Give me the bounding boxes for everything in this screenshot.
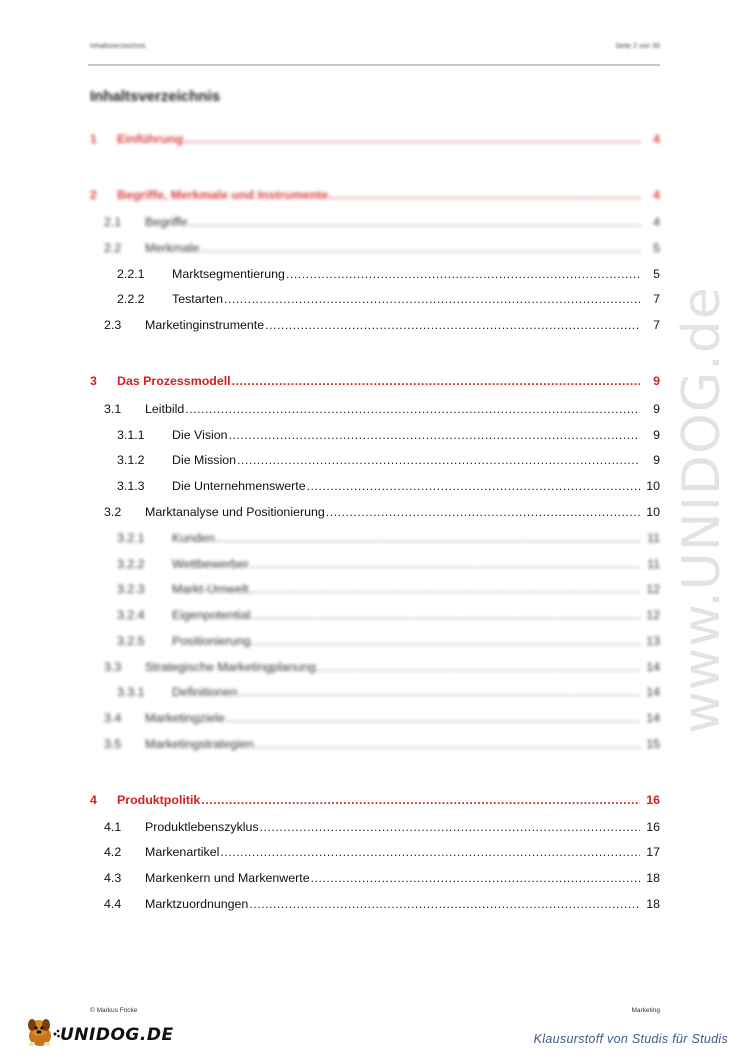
toc-leader-dots: [224, 292, 640, 306]
toc-entry-page: 14: [646, 660, 660, 674]
header-right: Seite 2 von 30: [615, 43, 660, 50]
toc-leader-dots: [252, 608, 640, 622]
toc-entry-number: 4.2: [104, 845, 122, 859]
toc-entry-label: Produktpolitik: [117, 793, 201, 807]
toc-entry-label: Das Prozessmodell: [117, 374, 231, 388]
toc-entry-page: 13: [646, 634, 660, 648]
toc-entry[interactable]: [0, 791, 750, 809]
toc-entry-page: 12: [646, 608, 660, 622]
toc-leader-dots: [232, 374, 640, 388]
toc-entry-label: Wettbewerber: [172, 557, 249, 571]
toc-entry-page: 10: [646, 479, 660, 493]
dog-icon: [22, 1014, 62, 1050]
toc-entry[interactable]: [0, 735, 750, 753]
toc-leader-dots: [326, 505, 640, 519]
toc-leader-dots: [226, 711, 640, 725]
toc-leader-dots: [260, 820, 640, 834]
toc-entry-number: 3.1: [104, 402, 122, 416]
toc-entry[interactable]: [0, 265, 750, 283]
toc-entry[interactable]: [0, 580, 750, 598]
toc-entry[interactable]: [0, 818, 750, 836]
toc-entry-page: 9: [653, 428, 660, 442]
toc-entry-label: Begriffe, Merkmale und Instrumente: [117, 188, 329, 202]
toc-entry[interactable]: [0, 843, 750, 861]
toc-entry-page: 16: [646, 793, 660, 807]
toc-entry[interactable]: [0, 683, 750, 701]
toc-leader-dots: [286, 267, 640, 281]
toc-entry-label: Eigenpotential: [172, 608, 251, 622]
toc-entry-label: Begriffe: [145, 215, 188, 229]
toc-entry[interactable]: [0, 895, 750, 913]
toc-entry-label: Marketingstrategien: [145, 737, 254, 751]
toc-entry[interactable]: [0, 186, 750, 204]
toc-entry[interactable]: [0, 451, 750, 469]
toc-entry-label: Marktanalyse und Positionierung: [145, 505, 325, 519]
toc-entry-number: 3.1.2: [117, 453, 145, 467]
footer-right: Marketing: [631, 1007, 660, 1014]
toc-leader-dots: [185, 402, 640, 416]
toc-entry-number: 2.3: [104, 318, 122, 332]
toc-entry[interactable]: [0, 529, 750, 547]
toc-entry[interactable]: [0, 213, 750, 231]
toc-entry-number: 3.2.1: [117, 531, 145, 545]
toc-entry-label: Marketinginstrumente: [145, 318, 265, 332]
toc-entry-label: Die Unternehmenswerte: [172, 479, 306, 493]
toc-entry-number: 3.1.3: [117, 479, 145, 493]
toc-entry[interactable]: [0, 709, 750, 727]
toc-entry[interactable]: [0, 130, 750, 148]
toc-leader-dots: [200, 241, 640, 255]
toc-leader-dots: [311, 871, 640, 885]
toc-entry-page: 11: [647, 531, 660, 545]
toc-leader-dots: [329, 188, 640, 202]
header-divider: [88, 64, 660, 66]
toc-entry-label: Testarten: [172, 292, 223, 306]
toc-leader-dots: [317, 660, 640, 674]
toc-leader-dots: [250, 557, 640, 571]
header-left: Inhaltsverzeichnis: [90, 43, 146, 50]
toc-entry-label: Strategische Marketingplanung: [145, 660, 316, 674]
toc-leader-dots: [255, 737, 640, 751]
toc-entry[interactable]: [0, 400, 750, 418]
toc-entry-label: Einführung: [117, 132, 184, 146]
toc-entry[interactable]: [0, 426, 750, 444]
toc-entry[interactable]: [0, 477, 750, 495]
toc-entry-page: 15: [646, 737, 660, 751]
toc-entry-number: 4.3: [104, 871, 122, 885]
toc-entry-page: 9: [653, 402, 660, 416]
logo-text: UNIDOG.DE: [60, 1025, 174, 1045]
toc-entry-page: 7: [653, 292, 660, 306]
toc-entry-number: 3.3: [104, 660, 122, 674]
toc-leader-dots: [188, 215, 640, 229]
toc-entry[interactable]: [0, 372, 750, 390]
toc-entry-page: 4: [653, 132, 660, 146]
toc-leader-dots: [249, 897, 640, 911]
toc-entry[interactable]: [0, 658, 750, 676]
toc-entry-page: 10: [646, 505, 660, 519]
toc-leader-dots: [238, 685, 640, 699]
toc-entry-label: Merkmale: [145, 241, 200, 255]
toc-entry-label: Marketingziele: [145, 711, 225, 725]
toc-entry-number: 4.4: [104, 897, 122, 911]
toc-entry-label: Marktzuordnungen: [145, 897, 249, 911]
toc-entry-number: 3: [90, 374, 97, 388]
toc-leader-dots: [265, 318, 640, 332]
toc-entry[interactable]: [0, 503, 750, 521]
toc-entry-number: 3.3.1: [117, 685, 145, 699]
toc-entry-label: Die Mission: [172, 453, 237, 467]
toc-leader-dots: [249, 582, 640, 596]
footer-left: © Markus Fricke: [90, 1007, 138, 1014]
toc-leader-dots: [252, 634, 640, 648]
toc-entry-page: 4: [653, 215, 660, 229]
toc-entry-number: 3.2.4: [117, 608, 145, 622]
toc-entry-label: Kunden: [172, 531, 215, 545]
toc-entry-page: 4: [653, 188, 660, 202]
watermark-text: www.UNIDOG.de: [672, 286, 732, 734]
toc-entry-number: 4.1: [104, 820, 122, 834]
toc-entry-number: 2.2.2: [117, 292, 145, 306]
toc-entry-page: 12: [646, 582, 660, 596]
toc-leader-dots: [229, 428, 640, 442]
toc-leader-dots: [216, 531, 640, 545]
toc-entry-label: Die Vision: [172, 428, 228, 442]
toc-leader-dots: [201, 793, 640, 807]
toc-entry-page: 18: [646, 897, 660, 911]
toc-leader-dots: [237, 453, 640, 467]
toc-entry-page: 14: [646, 685, 660, 699]
toc-entry-number: 3.4: [104, 711, 122, 725]
toc-entry-label: Markenkern und Markenwerte: [145, 871, 310, 885]
toc-entry-number: 3.2.5: [117, 634, 145, 648]
toc-entry-number: 2.2.1: [117, 267, 145, 281]
toc-leader-dots: [220, 845, 640, 859]
toc-entry-page: 5: [653, 267, 660, 281]
toc-entry-page: 16: [646, 820, 660, 834]
toc-entry[interactable]: [0, 606, 750, 624]
toc-entry-page: 18: [646, 871, 660, 885]
toc-entry-label: Markenartikel: [145, 845, 220, 859]
toc-entry[interactable]: [0, 632, 750, 650]
toc-entry-page: 14: [646, 711, 660, 725]
toc-entry[interactable]: [0, 555, 750, 573]
toc-entry-label: Markt-Umwelt: [172, 582, 249, 596]
toc-entry-label: Definitionen: [172, 685, 238, 699]
toc-entry-page: 5: [653, 241, 660, 255]
toc-entry-number: 1: [90, 132, 97, 146]
toc-entry-label: Positionierung: [172, 634, 251, 648]
unidog-logo[interactable]: [22, 1014, 174, 1050]
toc-entry-label: Produktlebenszyklus: [145, 820, 259, 834]
toc-entry-number: 2.1: [104, 215, 122, 229]
slogan: Klausurstoff von Studis für Studis: [533, 1032, 728, 1046]
toc-entry-number: 2.2: [104, 241, 122, 255]
toc-entry-number: 3.2: [104, 505, 122, 519]
toc-entry-page: 9: [653, 453, 660, 467]
toc-leader-dots: [307, 479, 640, 493]
toc-entry-label: Marktsegmentierung: [172, 267, 285, 281]
toc-entry-number: 3.1.1: [117, 428, 145, 442]
toc-entry-page: 11: [647, 557, 660, 571]
toc-entry-number: 2: [90, 188, 97, 202]
toc-entry-number: 4: [90, 793, 97, 807]
toc-entry-page: 7: [653, 318, 660, 332]
toc-entry-label: Leitbild: [145, 402, 185, 416]
toc-entry-page: 9: [653, 374, 660, 388]
toc-entry-page: 17: [646, 845, 660, 859]
toc-entry[interactable]: [0, 869, 750, 887]
toc-entry[interactable]: [0, 316, 750, 334]
toc-entry-number: 3.2.3: [117, 582, 145, 596]
toc-entry-number: 3.5: [104, 737, 122, 751]
toc-entry-number: 3.2.2: [117, 557, 145, 571]
toc-leader-dots: [184, 132, 640, 146]
toc-entry[interactable]: [0, 239, 750, 257]
toc-title: Inhaltsverzeichnis: [90, 88, 221, 105]
toc-entry[interactable]: [0, 290, 750, 308]
